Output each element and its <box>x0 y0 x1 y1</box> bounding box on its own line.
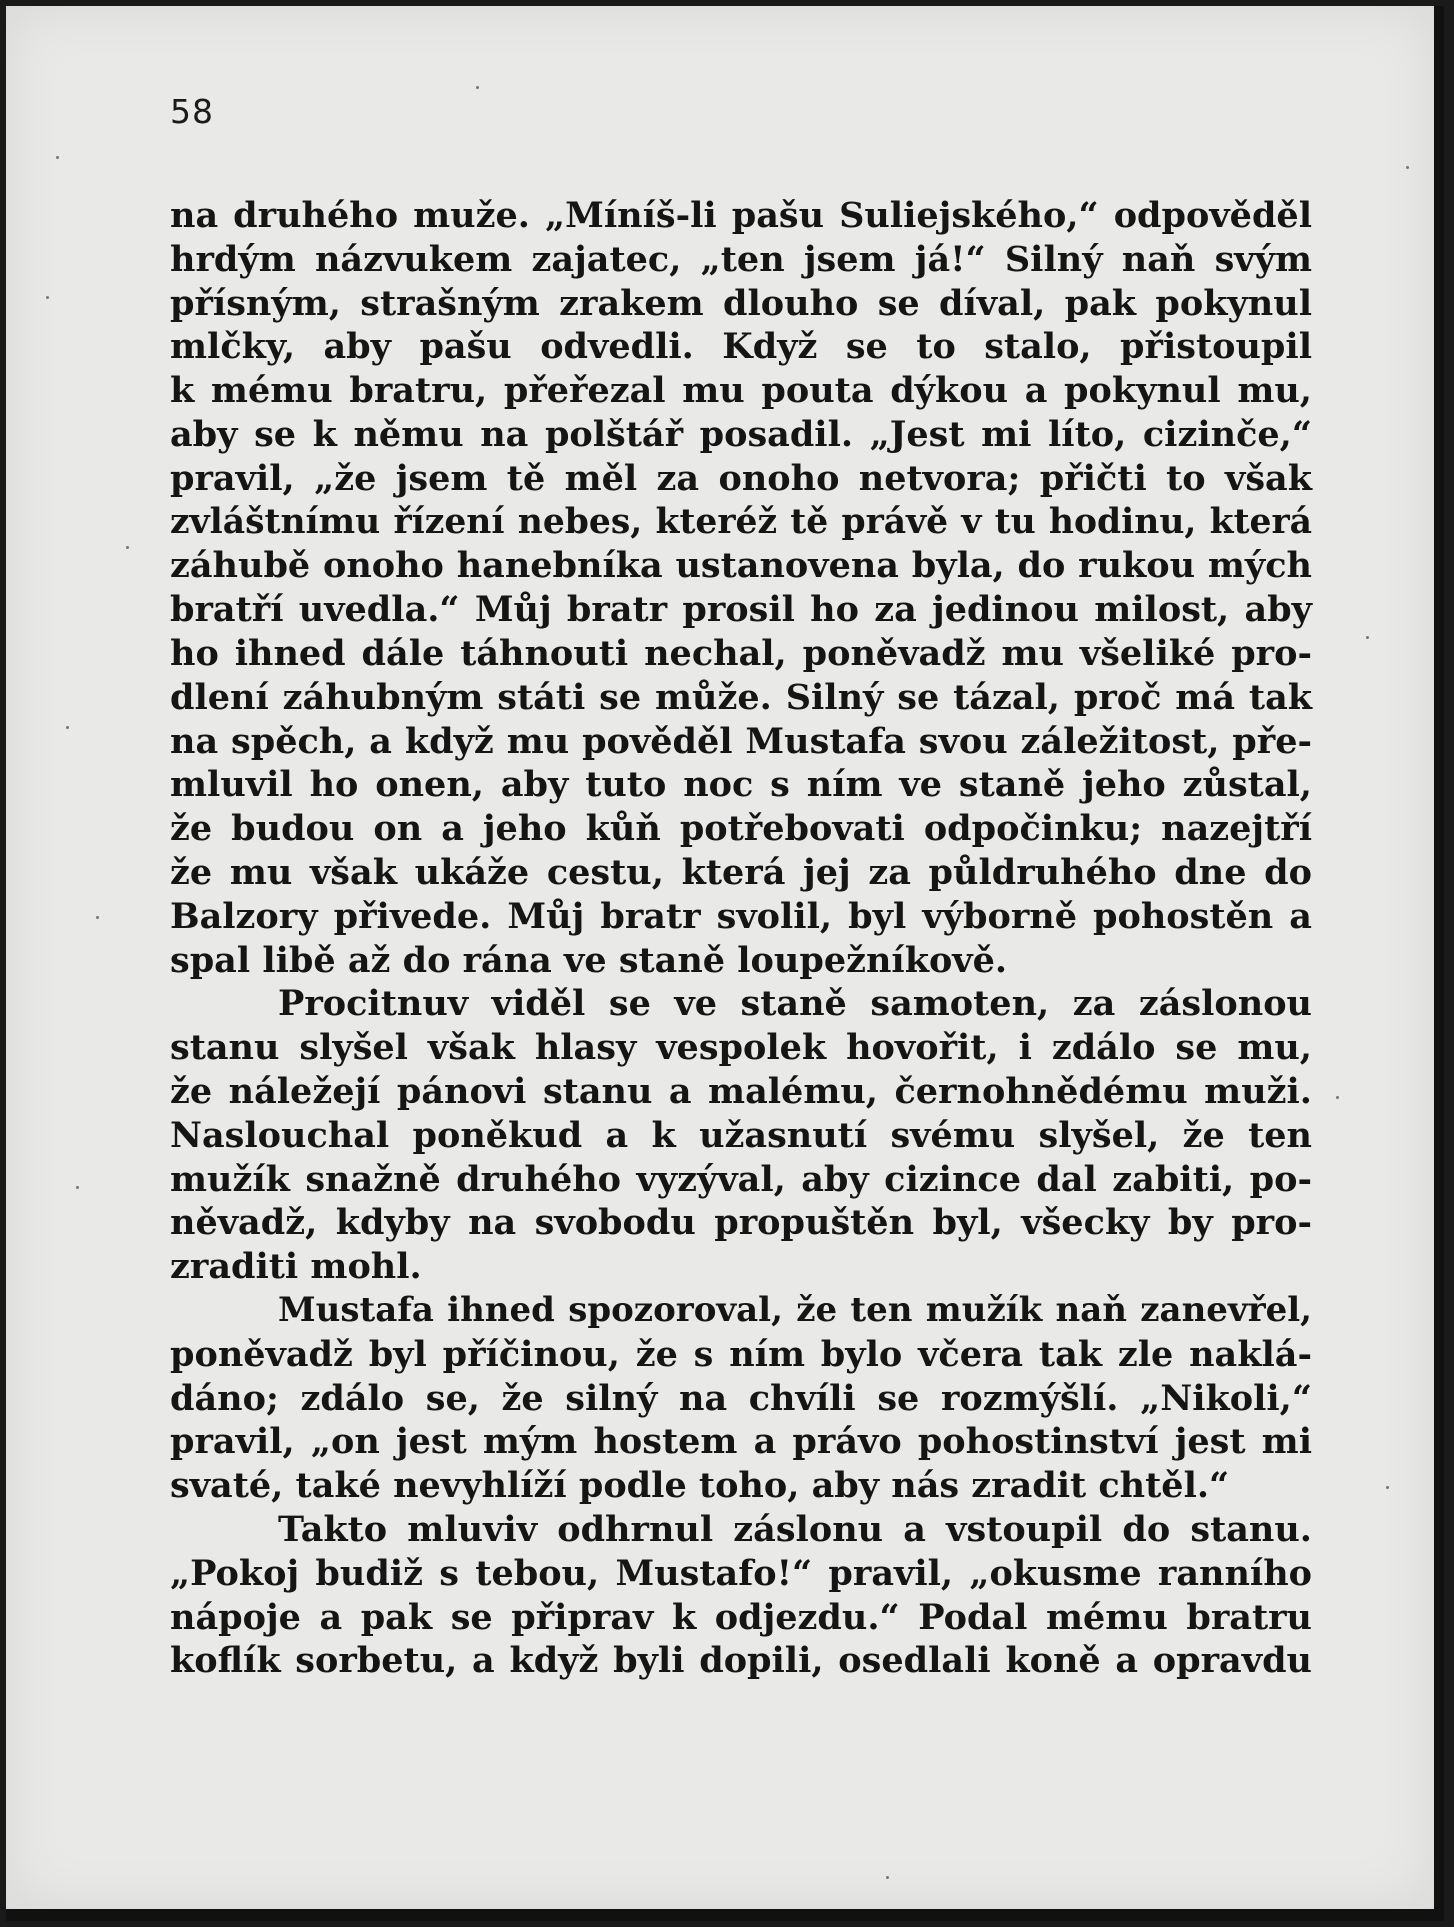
text-line: že náležejí pánovi stanu a malému, černohnědému muži. <box>170 1070 1312 1112</box>
text-line: že budou on a jeho kůň potřebovati odpočinku; nazejtří <box>170 808 1312 850</box>
scan-speck <box>126 546 129 549</box>
text-line: pravil, „on jest mým hostem a právo pohostinství jest mi <box>170 1421 1312 1463</box>
scan-speck <box>56 156 59 159</box>
text-line: na spěch, a když mu pověděl Mustafa svou záležitost, pře- <box>170 720 1312 762</box>
text-line: spal libě až do rána ve staně loupežníkově. <box>170 939 1008 981</box>
text-line: mužík snažně druhého vyzýval, aby cizince dal zabiti, po- <box>170 1158 1312 1200</box>
text-line: dlení záhubným státi se může. Silný se tázal, proč má tak <box>170 676 1312 718</box>
scan-speck <box>1386 1486 1389 1489</box>
scan-speck <box>96 916 99 919</box>
text-line: ho ihned dále táhnouti nechal, poněvadž mu všeliké pro- <box>170 632 1312 674</box>
page-number: 58 <box>170 92 214 131</box>
text-line: stanu slyšel však hlasy vespolek hovořit, i zdálo se mu, <box>170 1027 1312 1069</box>
text-line: svaté, také nevyhlíží podle toho, aby nás zradit chtěl.“ <box>170 1465 1230 1507</box>
text-line: že mu však ukáže cestu, která jej za půldruhého dne do <box>170 851 1312 893</box>
text-line: přísným, strašným zrakem dlouho se díval, pak pokynul <box>170 282 1312 324</box>
text-line: zraditi mohl. <box>170 1246 422 1288</box>
text-line: „Pokoj budiž s tebou, Mustafo!“ pravil, „okusme ranního <box>170 1552 1312 1594</box>
text-line: Procitnuv viděl se ve staně samoten, za záslonou <box>278 983 1312 1025</box>
scan-speck <box>886 1876 889 1879</box>
text-line: mlčky, aby pašu odvedli. Když se to stalo, přistoupil <box>170 326 1312 368</box>
text-line: poněvadž byl příčinou, že s ním bylo včera tak zle naklá- <box>170 1333 1312 1375</box>
text-line: záhubě onoho hanebníka ustanovena byla, do rukou mých <box>170 545 1312 587</box>
scan-speck <box>66 726 69 729</box>
text-line: hrdým názvukem zajatec, „ten jsem já!“ Silný naň svým <box>170 238 1312 280</box>
text-line: zvláštnímu řízení nebes, kteréž tě právě v tu hodinu, která <box>170 501 1312 542</box>
text-line: bratří uvedla.“ Můj bratr prosil ho za jedinou milost, aby <box>170 589 1312 631</box>
text-line: na druhého muže. „Míníš-li pašu Suliejského,“ odpověděl <box>170 195 1312 236</box>
body-text <box>170 194 1312 1683</box>
scan-speck <box>476 86 479 89</box>
text-line: Takto mluviv odhrnul záslonu a vstoupil do stanu. <box>278 1508 1312 1550</box>
text-line: mluvil ho onen, aby tuto noc s ním ve staně jeho zůstal, <box>170 764 1312 806</box>
scan-speck <box>46 296 49 299</box>
text-line: nápoje a pak se připrav k odjezdu.“ Podal mému bratru <box>170 1596 1312 1638</box>
text-line: aby se k němu na polštář posadil. „Jest mi líto, cizinče,“ <box>170 413 1312 455</box>
scan-speck <box>76 1186 79 1189</box>
text-line: Naslouchal poněkud a k užasnutí svému slyšel, že ten <box>170 1114 1312 1156</box>
text-line: Mustafa ihned spozoroval, že ten mužík naň zanevřel, <box>278 1289 1312 1330</box>
scan-speck <box>1366 636 1369 639</box>
book-page <box>6 6 1444 1921</box>
text-line: dáno; zdálo se, že silný na chvíli se rozmýšlí. „Nikoli,“ <box>170 1377 1312 1419</box>
text-line: pravil, „že jsem tě měl za onoho netvora; přičti to však <box>170 457 1312 499</box>
scan-speck <box>1406 166 1409 169</box>
text-line: Balzory přivede. Můj bratr svolil, byl výborně pohostěn a <box>170 895 1312 937</box>
scan-speck <box>1336 1096 1339 1099</box>
text-line: něvadž, kdyby na svobodu propuštěn byl, všecky by pro- <box>170 1202 1312 1244</box>
text-line: koflík sorbetu, a když byli dopili, osedlali koně a opravdu <box>170 1640 1312 1682</box>
text-line: k mému bratru, přeřezal mu pouta dýkou a pokynul mu, <box>170 370 1312 412</box>
